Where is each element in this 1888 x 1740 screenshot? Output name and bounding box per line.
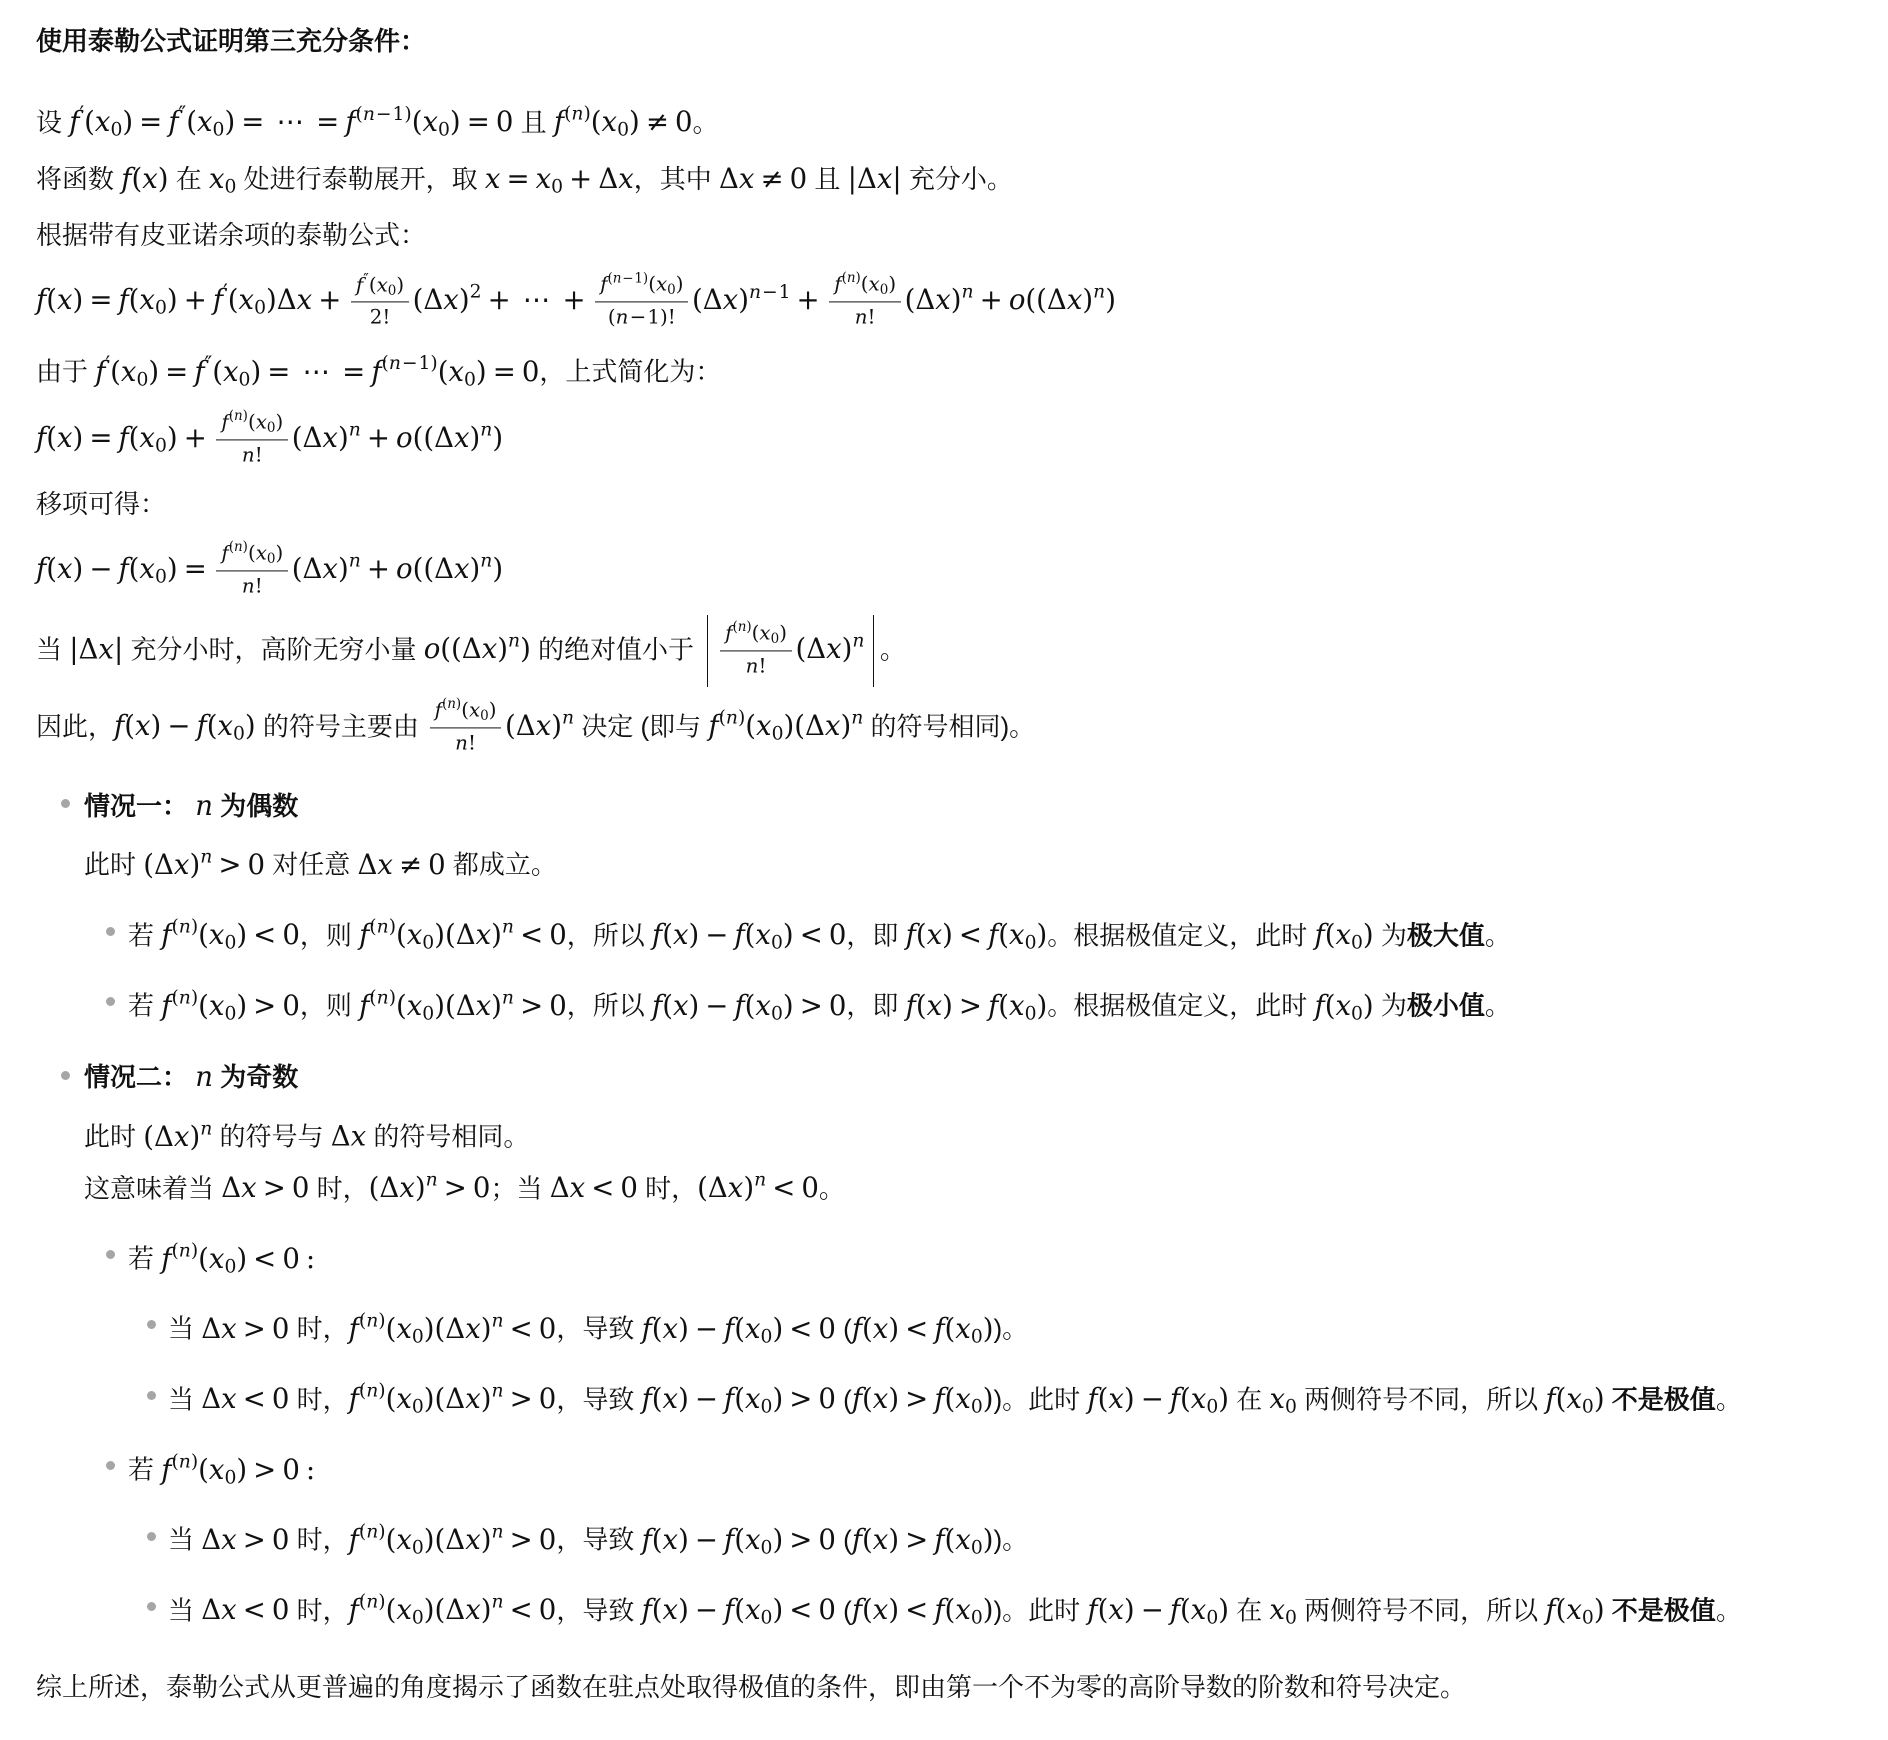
- text-run: (: [835, 1384, 852, 1415]
- math-run: f(x) < f(x0): [851, 1594, 994, 1630]
- text-run: 的符号主要由: [255, 711, 427, 742]
- paragraph: [36, 483, 1858, 526]
- text-run: ，上式简化为：: [539, 356, 722, 387]
- math-run: f(x) − f(x0) < 0: [641, 1312, 836, 1348]
- list-item-level-2: [36, 1235, 1858, 1282]
- math-run: $f^{(n)}(x0) < 0$ :: [161, 1239, 316, 1278]
- text-run: 时，: [309, 1173, 369, 1204]
- text-run: (: [835, 1525, 852, 1556]
- math-run: f(x) − f(x0) < 0: [651, 919, 847, 955]
- math-run: n: [195, 789, 213, 822]
- bullet-icon: [61, 799, 70, 808]
- text-run: )。此时: [993, 1384, 1088, 1415]
- bullet-icon: [106, 927, 115, 936]
- text-run: 此时: [84, 1121, 144, 1152]
- text-run: 当: [168, 1595, 202, 1626]
- list-item-level-3: [36, 1376, 1858, 1423]
- text-run: 的符号相同)。: [863, 711, 1036, 742]
- text-run: 。: [1715, 1384, 1742, 1415]
- text-run: ，即: [846, 990, 906, 1021]
- list-item-level-1: [36, 1055, 1858, 1101]
- bullet-icon: [106, 1461, 115, 1470]
- math-run: f(x) > f(x0): [851, 1383, 994, 1418]
- text-run: 在: [1229, 1595, 1270, 1626]
- text-run: 且: [513, 107, 554, 138]
- math-run: $(\Delta x)^n > 0$: [368, 1169, 491, 1205]
- text-run: 若: [128, 920, 162, 951]
- text-run: 将函数: [36, 164, 122, 195]
- list-item-level-2: [36, 1446, 1858, 1493]
- text-run: 的符号相同。: [366, 1121, 530, 1152]
- bold-text-run: 为偶数: [220, 790, 299, 821]
- math-run: f(x) − f(x0): [1087, 1594, 1230, 1630]
- math-run: Δx ≠ 0: [357, 848, 446, 881]
- text-run: [1605, 1595, 1612, 1625]
- text-run: 设: [36, 107, 70, 138]
- text-run: ，则: [299, 920, 360, 951]
- bullet-icon: [147, 1602, 156, 1611]
- math-run: $f^{(n)}(x0) < 0$: [161, 916, 300, 955]
- math-run: Δx: [330, 1120, 367, 1153]
- text-run: 。根据极值定义，此时: [1047, 920, 1315, 951]
- text-run: ，导致: [556, 1525, 642, 1556]
- text-run: [1605, 1384, 1612, 1414]
- math-run: Δx > 0: [201, 1524, 290, 1557]
- paragraph: [36, 214, 1858, 257]
- math-run: f(x) − f(x0): [1087, 1383, 1230, 1418]
- bullet-icon: [106, 1250, 115, 1259]
- list-item-level-3: [36, 1305, 1858, 1352]
- bold-text-run: 不是极值: [1611, 1595, 1716, 1626]
- list-item-level-3: [36, 1516, 1858, 1563]
- math-run: |Δx|: [69, 633, 124, 666]
- text-run: 若: [128, 1243, 162, 1274]
- text-run: 时，: [637, 1173, 698, 1204]
- text-run: 当: [168, 1313, 202, 1344]
- text-run: 且: [807, 164, 848, 195]
- math-run: $(\Delta x)^n > 0$: [143, 846, 266, 881]
- list-item-level-1: [36, 784, 1858, 830]
- math-run: x0: [208, 163, 237, 198]
- text-run: 。: [1484, 990, 1511, 1021]
- text-run: 都成立。: [445, 849, 557, 880]
- math-run: f′(x0) = f″(x0) = ⋯ = $f^{(n-1)}(x0) = 0$: [95, 351, 540, 391]
- math-run: f(x0): [1314, 989, 1374, 1025]
- list-item-level-2: [36, 912, 1858, 959]
- math-run: Δx < 0: [549, 1172, 638, 1205]
- bullet-icon: [147, 1532, 156, 1541]
- math-run: f(x): [121, 163, 169, 196]
- formula-line: [36, 538, 1858, 601]
- math-run: f(x) − f(x0) < 0: [641, 1594, 836, 1630]
- text-run: 若: [128, 990, 162, 1021]
- text-run: 这意味着当: [84, 1173, 222, 1204]
- text-run: 对任意: [265, 849, 358, 880]
- math-run: f(x) − f(x0) > 0: [641, 1524, 836, 1559]
- list-item-continuation: [36, 841, 1858, 888]
- text-run: ，所以: [566, 990, 652, 1021]
- math-run: $(\Delta x)^n$: [143, 1118, 213, 1153]
- text-run: 若: [128, 1454, 162, 1485]
- text-run: 综上所述，泰勒公式从更普遍的角度揭示了函数在驻点处取得极值的条件，即由第一个不为零的高阶导数的阶数和符号决定。: [36, 1672, 1467, 1703]
- math-run: $o((\Delta x)^n)$: [423, 630, 531, 666]
- text-run: 处进行泰勒展开，取: [236, 164, 485, 195]
- math-run: x = x0 + Δx: [484, 163, 634, 198]
- math-run: f(x) − f(x0) > 0: [651, 989, 847, 1025]
- paragraph: [36, 1666, 1858, 1709]
- text-run: 。: [1715, 1595, 1742, 1626]
- math-run: f(x) < f(x0): [905, 919, 1048, 955]
- text-run: 由于: [36, 356, 96, 387]
- math-run: f(x) − f(x0) = $\frac{f^{(n)}(x0)}{n!}$ $(\Delta x)^n + o((\Delta x)^n)$: [36, 538, 504, 598]
- math-run: Δx < 0: [201, 1383, 290, 1416]
- text-run: 根据带有皮亚诺余项的泰勒公式：: [36, 220, 427, 251]
- bold-text-run: 极大值: [1406, 920, 1485, 951]
- text-run: 在: [168, 164, 209, 195]
- math-run: $f^{(n)}(x0)(\Delta x)^n < 0$: [359, 916, 567, 955]
- math-run: Δx > 0: [201, 1312, 290, 1345]
- text-run: )。: [993, 1313, 1029, 1344]
- math-run: $f^{(n)}(x0)(\Delta x)^n > 0$: [348, 1380, 557, 1418]
- list-item-continuation: [36, 1113, 1858, 1160]
- math-run: f(x0): [1545, 1594, 1605, 1630]
- text-run: 此时: [84, 849, 144, 880]
- math-run: f(x) − f(x0): [114, 710, 256, 745]
- text-run: 在: [1229, 1384, 1270, 1415]
- math-run: f(x) > f(x0): [905, 989, 1048, 1025]
- bold-text-run: 为奇数: [220, 1062, 299, 1093]
- text-run: 。: [818, 1173, 845, 1204]
- math-run: $\frac{f^{(n)}(x0)}{n!}$ $(\Delta x)^n$: [701, 633, 880, 665]
- math-run: $f^{(n)}(x0) > 0$: [161, 987, 300, 1025]
- text-run: 当: [168, 1525, 202, 1556]
- text-run: ，导致: [556, 1595, 642, 1626]
- math-run: $f^{(n)}(x0)(\Delta x)^n > 0$: [359, 987, 567, 1025]
- bullet-icon: [61, 1071, 70, 1080]
- math-run: f(x0): [1545, 1383, 1605, 1418]
- math-run: x0: [1269, 1594, 1297, 1630]
- text-run: 时，: [289, 1384, 349, 1415]
- text-run: 的绝对值小于: [530, 634, 702, 665]
- formula-line: [36, 271, 1858, 332]
- bold-text-run: 情况二：: [84, 1062, 189, 1093]
- text-run: 时，: [289, 1525, 349, 1556]
- content-blocks: [36, 97, 1858, 1709]
- paragraph: [36, 615, 1858, 687]
- math-run: |Δx|: [847, 163, 902, 196]
- text-run: 为: [1373, 990, 1407, 1021]
- text-run: 。: [879, 634, 906, 665]
- math-run: n: [195, 1061, 213, 1094]
- paragraph: [36, 157, 1858, 203]
- math-run: f(x) = f(x0) + f′(x0)Δx + $\frac{f''(x0)}{2!}$ $(\Delta x)^2$ + ⋯ + $\frac{f^{(n-1)}(x0)}{(n-1)!}$ $(\Delta x)^{n-1}$ + $\frac{f^{(n)}(x0)}{n!}$ $(\Delta x)^n + o((\Delta x)^n)$: [36, 269, 1116, 329]
- math-run: Δx ≠ 0: [719, 163, 808, 196]
- text-run: 充分小时，高阶无穷小量: [123, 634, 424, 665]
- text-run: 时，: [289, 1313, 349, 1344]
- text-run: 。根据极值定义，此时: [1047, 990, 1315, 1021]
- math-run: $f^{(n)}(x0) \ne 0$: [553, 103, 693, 142]
- text-run: ；当: [490, 1173, 550, 1204]
- paragraph: [36, 97, 1858, 146]
- text-run: 当: [36, 634, 70, 665]
- math-run: $f^{(n)}(x0) > 0$ :: [161, 1451, 316, 1489]
- math-run: x0: [1269, 1383, 1297, 1418]
- text-run: 充分小。: [901, 164, 1013, 195]
- text-run: 当: [168, 1384, 202, 1415]
- bold-text-run: 不是极值: [1611, 1384, 1716, 1415]
- text-run: 移项可得：: [36, 489, 167, 520]
- math-run: f(x) − f(x0) > 0: [641, 1383, 836, 1418]
- text-run: ，其中: [633, 164, 719, 195]
- bullet-icon: [147, 1391, 156, 1400]
- bullet-icon: [106, 997, 115, 1006]
- math-run: f′(x0) = f″(x0) = ⋯ = $f^{(n-1)}(x0) = 0$: [69, 102, 514, 142]
- text-run: ，导致: [556, 1313, 642, 1344]
- math-run: $(\Delta x)^n < 0$: [697, 1169, 819, 1205]
- math-run: f(x) > f(x0): [851, 1524, 994, 1559]
- text-run: ，即: [846, 920, 906, 951]
- formula-line: [36, 409, 1858, 469]
- math-run: $f^{(n)}(x0)(\Delta x)^n > 0$: [348, 1521, 557, 1559]
- bold-text-run: 情况一：: [84, 790, 189, 821]
- text-run: 两侧符号不同，所以: [1296, 1595, 1546, 1626]
- text-run: )。此时: [993, 1595, 1088, 1626]
- list-item-level-3: [36, 1587, 1858, 1634]
- paragraph: [36, 698, 1858, 758]
- list-item-level-2: [36, 982, 1858, 1029]
- bold-text-run: 极小值: [1406, 990, 1485, 1021]
- text-run: (: [835, 1595, 852, 1626]
- math-run: f(x) = f(x0) + $\frac{f^{(n)}(x0)}{n!}$ $(\Delta x)^n + o((\Delta x)^n)$: [36, 407, 504, 466]
- math-run: f(x0): [1314, 919, 1374, 955]
- text-run: 决定 (即与: [574, 711, 709, 742]
- text-run: 。: [692, 107, 719, 138]
- text-run: 。: [1484, 920, 1511, 951]
- paragraph: [36, 346, 1858, 395]
- math-run: $f^{(n)}(x0)(\Delta x)^n < 0$: [348, 1591, 557, 1630]
- math-run: $f^{(n)}(x0)(\Delta x)^n < 0$: [348, 1310, 557, 1348]
- text-run: 的符号与: [212, 1121, 331, 1152]
- text-run: ，所以: [566, 920, 652, 951]
- text-run: 时，: [289, 1595, 349, 1626]
- text-run: ，则: [299, 990, 360, 1021]
- text-run: (: [835, 1313, 852, 1344]
- math-run: $\frac{f^{(n)}(x0)}{n!}$ $(\Delta x)^n$: [426, 710, 574, 742]
- text-run: 为: [1373, 920, 1407, 951]
- bullet-icon: [147, 1320, 156, 1329]
- math-run: Δx > 0: [221, 1172, 310, 1205]
- text-run: )。: [993, 1525, 1029, 1556]
- text-run: 因此，: [36, 711, 115, 742]
- text-run: 两侧符号不同，所以: [1296, 1384, 1546, 1415]
- math-run: f(x) < f(x0): [851, 1312, 994, 1348]
- list-item-continuation: [36, 1165, 1858, 1212]
- math-run: $f^{(n)}(x0)(\Delta x)^n$: [708, 707, 864, 745]
- page-title: 使用泰勒公式证明第三充分条件：: [36, 26, 427, 56]
- text-run: ，导致: [556, 1384, 642, 1415]
- math-run: Δx < 0: [201, 1594, 290, 1627]
